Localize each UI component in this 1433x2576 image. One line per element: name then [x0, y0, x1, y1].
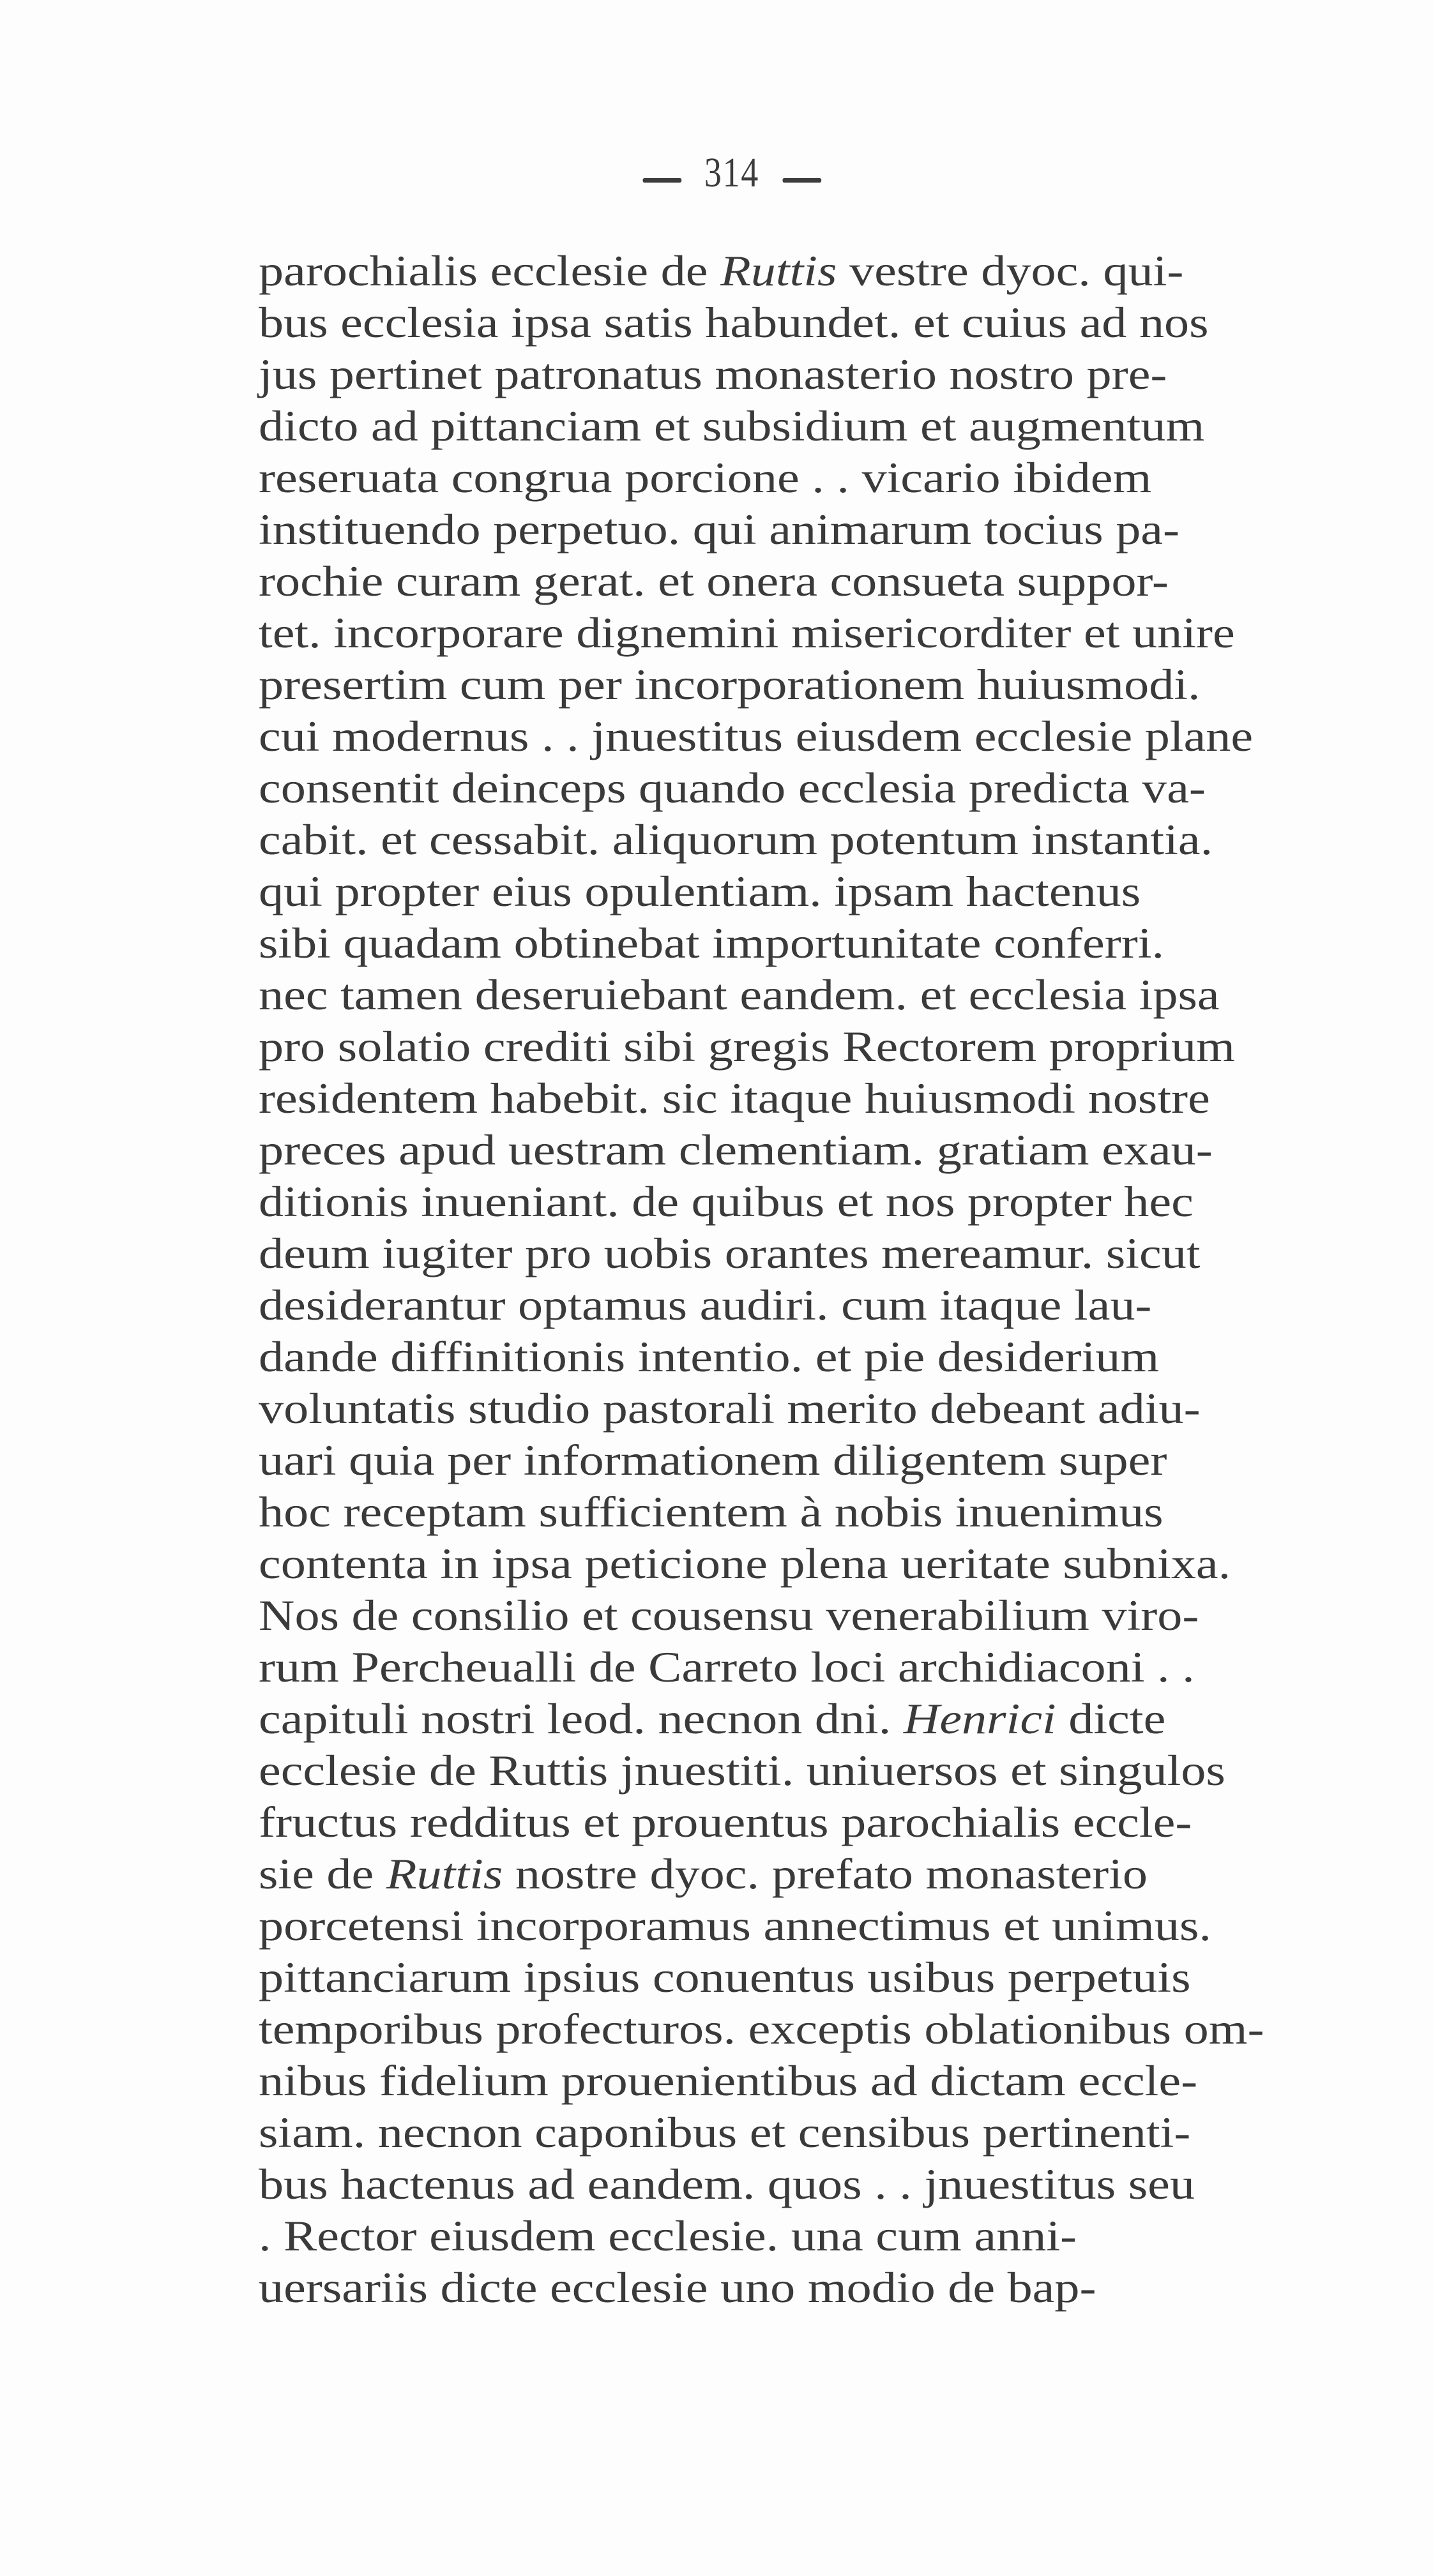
text-line	[259, 1486, 1164, 1538]
text-segment: reseruata congrua porcione . . vicario ibidem	[259, 453, 1152, 502]
text-line	[259, 1952, 1191, 2003]
text-line	[259, 1073, 1210, 1124]
italic-word: Henrici	[903, 1694, 1056, 1743]
text-line	[259, 814, 1213, 866]
text-line	[259, 1745, 1225, 1796]
text-segment: porcetensi incorporamus annectimus et unimus.	[259, 1901, 1211, 1950]
text-segment: parochialis ecclesie de	[259, 246, 720, 295]
text-segment: capituli nostri leod. necnon dni.	[259, 1694, 904, 1743]
text-line	[259, 1021, 1235, 1073]
text-segment: sie de	[259, 1849, 386, 1898]
text-segment: contenta in ipsa peticione plena ueritate subnixa.	[259, 1539, 1231, 1588]
text-segment: cui modernus . . jnuestitus eiusdem ecclesie plane	[259, 712, 1254, 760]
text-segment: tet. incorporare dignemini misericorditer et unire	[259, 608, 1235, 657]
text-line	[259, 1641, 1195, 1693]
text-line	[259, 452, 1151, 504]
text-line	[259, 2210, 1077, 2262]
text-line	[259, 1383, 1201, 1435]
text-line	[259, 762, 1206, 814]
text-line	[259, 711, 1253, 762]
text-line	[259, 1848, 1148, 1900]
text-segment: dande diffinitionis intentio. et pie desiderium	[259, 1332, 1160, 1381]
text-line	[259, 1590, 1199, 1641]
text-line	[259, 349, 1167, 400]
page-number: 314	[704, 149, 759, 196]
text-segment: nostre dyoc. prefato monasterio	[503, 1849, 1148, 1898]
text-segment: temporibus profecturos. exceptis oblationibus om-	[259, 2005, 1264, 2053]
text-segment: cabit. et cessabit. aliquorum potentum instantia.	[259, 815, 1213, 864]
text-segment: instituendo perpetuo. qui animarum tocius pa-	[259, 505, 1180, 554]
text-segment: uari quia per informationem diligentem super	[259, 1436, 1167, 1484]
text-line	[259, 1331, 1159, 1383]
text-segment: hoc receptam sufficientem à nobis inuenimus	[259, 1488, 1164, 1536]
text-segment: residentem habebit. sic itaque huiusmodi nostre	[259, 1074, 1210, 1122]
text-line	[259, 555, 1169, 607]
page-number-header	[144, 144, 1319, 202]
text-line	[259, 245, 1183, 297]
text-line	[259, 504, 1179, 555]
text-segment: desiderantur optamus audiri. cum itaque lau-	[259, 1281, 1152, 1329]
text-line	[259, 2003, 1264, 2055]
italic-word: Ruttis	[720, 246, 837, 295]
text-segment: ecclesie de Ruttis jnuestiti. uniuersos et singulos	[259, 1746, 1225, 1795]
text-segment: rum Percheualli de Carreto loci archidiaconi . .	[259, 1643, 1195, 1691]
text-line	[259, 297, 1209, 349]
text-line	[259, 1228, 1201, 1279]
italic-word: Ruttis	[386, 1849, 503, 1898]
text-segment: dicto ad pittanciam et subsidium et augmentum	[259, 402, 1205, 450]
text-line	[259, 969, 1220, 1021]
text-line	[259, 1538, 1231, 1590]
text-line	[259, 2107, 1190, 2158]
text-segment: rochie curam gerat. et onera consueta suppor-	[259, 557, 1169, 605]
text-segment: deum iugiter pro uobis orantes mereamur. sicut	[259, 1229, 1201, 1277]
text-line	[259, 866, 1141, 917]
text-line	[259, 1796, 1192, 1848]
text-segment: preces apud uestram clementiam. gratiam exau-	[259, 1126, 1213, 1174]
text-segment: consentit deinceps quando ecclesia predicta va-	[259, 764, 1206, 812]
text-segment: presertim cum per incorporationem huiusmodi.	[259, 660, 1201, 709]
text-segment: . Rector eiusdem ecclesie. una cum anni-	[259, 2211, 1077, 2260]
text-segment: bus hactenus ad eandem. quos . . jnuestitus seu	[259, 2160, 1195, 2208]
text-segment: fructus redditus et prouentus parochialis eccle-	[259, 1798, 1192, 1846]
text-segment: dicte	[1056, 1694, 1166, 1743]
text-segment: siam. necnon caponibus et censibus pertinenti-	[259, 2108, 1191, 2157]
text-segment: bus ecclesia ipsa satis habundet. et cuius ad nos	[259, 298, 1209, 347]
text-line	[259, 400, 1204, 452]
text-segment: sibi quadam obtinebat importunitate conferri.	[259, 919, 1165, 967]
text-segment: ditionis inueniant. de quibus et nos propter hec	[259, 1177, 1194, 1226]
text-segment: voluntatis studio pastorali merito debeant adiu-	[259, 1384, 1201, 1433]
text-line	[259, 1693, 1165, 1745]
text-segment: pro solatio crediti sibi gregis Rectorem proprium	[259, 1022, 1235, 1071]
text-segment: qui propter eius opulentiam. ipsam hactenus	[259, 867, 1141, 915]
text-line	[259, 659, 1201, 711]
text-segment: pittanciarum ipsius conuentus usibus perpetuis	[259, 1953, 1191, 2001]
text-line	[259, 1124, 1213, 1176]
text-segment: vestre dyoc. qui-	[837, 246, 1184, 295]
text-line	[259, 2158, 1195, 2210]
text-line	[259, 2055, 1197, 2107]
text-line	[259, 917, 1164, 969]
text-line	[259, 2262, 1096, 2314]
text-line	[259, 1279, 1151, 1331]
page-number-dash-left	[642, 178, 681, 183]
text-line	[259, 1900, 1211, 1952]
page-number-dash-right	[782, 178, 821, 183]
body-text	[259, 245, 1360, 2314]
text-segment: nibus fidelium prouenientibus ad dictam eccle-	[259, 2056, 1198, 2105]
text-segment: jus pertinet patronatus monasterio nostro pre-	[259, 350, 1167, 398]
text-segment: nec tamen deseruiebant eandem. et ecclesia ipsa	[259, 970, 1220, 1019]
text-line	[259, 1176, 1194, 1228]
text-line	[259, 1435, 1167, 1486]
text-segment: uersariis dicte ecclesie uno modio de bap-	[259, 2263, 1096, 2312]
text-line	[259, 607, 1235, 659]
text-segment: Nos de consilio et cousensu venerabilium viro-	[259, 1591, 1199, 1639]
